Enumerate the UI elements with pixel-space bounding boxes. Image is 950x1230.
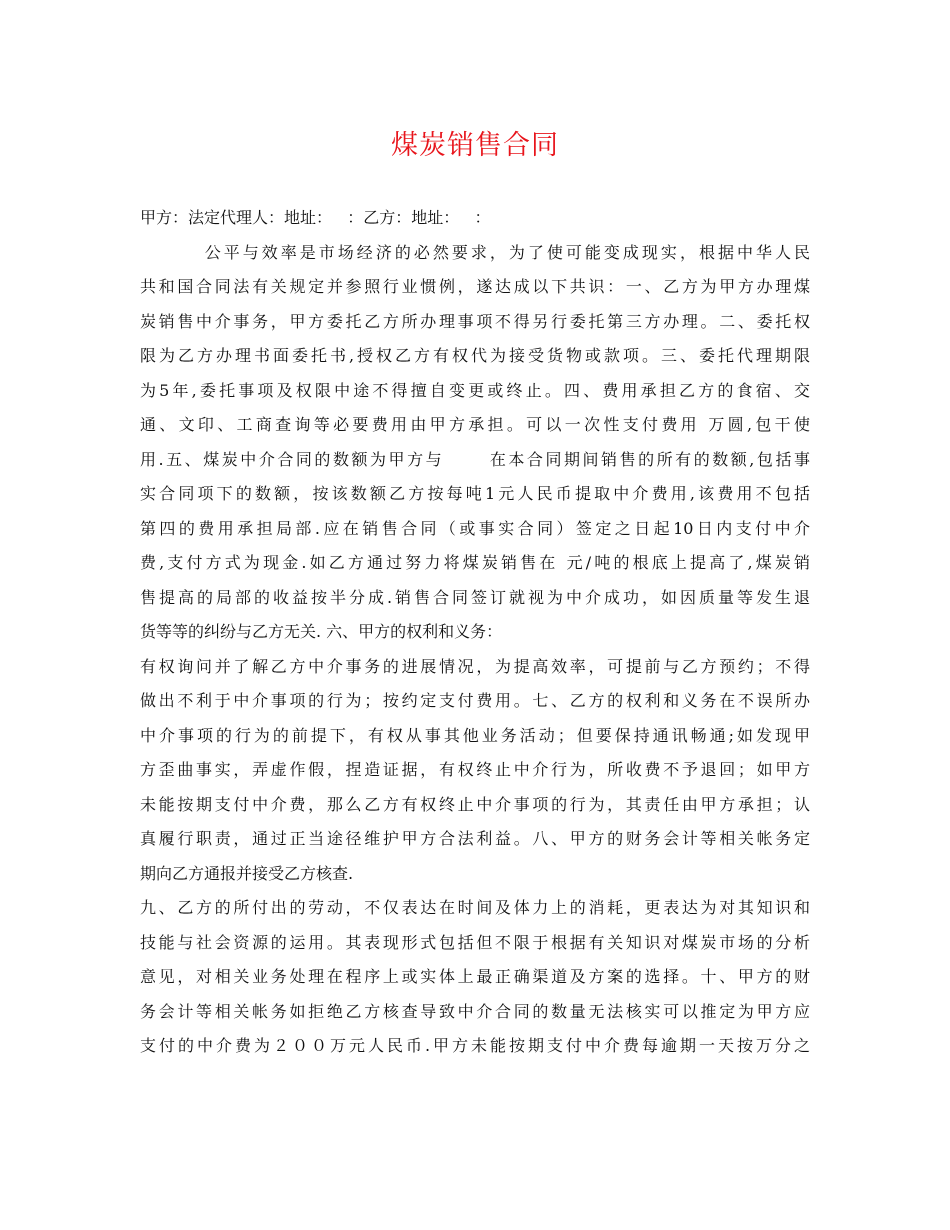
body-line: 公平与效率是市场经济的必然要求，为了使可能变成现实，根据中华人民 <box>140 242 810 262</box>
body-line: 未能按期支付中介费，那么乙方有权终止中介事项的行为，其责任由甲方承担；认 <box>140 794 810 814</box>
body-line: 为5年,委托事项及权限中途不得擅自变更或终止。四、费用承担乙方的食宿、交 <box>140 380 810 400</box>
body-line: 费,支付方式为现金.如乙方通过努力将煤炭销售在 元/吨的根底上提高了,煤炭销 <box>140 553 810 572</box>
body-line: 方歪曲事实，弄虚作假，捏造证据，有权终止中介行为，所收费不予退回；如甲方 <box>140 760 810 779</box>
body-line: 第四的费用承担局部.应在销售合同（或事实合同）签定之日起10日内支付中介 <box>140 518 810 538</box>
body-line: 有权询问并了解乙方中介事务的进展情况，为提高效率，可提前与乙方预约；不得 <box>140 656 810 676</box>
body-line: 务会计等相关帐务如拒绝乙方核查导致中介合同的数量无法核实可以推定为甲方应 <box>140 1001 810 1021</box>
body-line: 用.五、煤炭中介合同的数额为甲方与 在本合同期间销售的所有的数额,包括事 <box>140 449 810 469</box>
body-line: 做出不利于中介事项的行为；按约定支付费用。七、乙方的权利和义务在不误所办 <box>140 691 810 710</box>
body-line: 售提高的局部的收益按半分成.销售合同签订就视为中介成功，如因质量等发生退 <box>140 587 810 607</box>
document-body <box>140 201 810 1064</box>
body-line: 技能与社会资源的运用。其表现形式包括但不限于根据有关知识对煤炭市场的分析 <box>140 932 810 952</box>
document-title: 煤炭销售合同 <box>391 130 559 161</box>
body-line: 通、文印、工商查询等必要费用由甲方承担。可以一次性支付费用 万圆,包干使 <box>140 415 810 434</box>
body-line: 真履行职责，通过正当途径维护甲方合法利益。八、甲方的财务会计等相关帐务定 <box>140 829 810 848</box>
body-line: 炭销售中介事务，甲方委托乙方所办理事项不得另行委托第三方办理。二、委托权 <box>140 311 810 331</box>
body-line: 九、乙方的所付出的劳动，不仅表达在时间及体力上的消耗，更表达为对其知识和 <box>140 898 810 917</box>
body-line: 意见，对相关业务处理在程序上或实体上最正确渠道及方案的选择。十、甲方的财 <box>140 967 810 986</box>
body-line: 中介事项的行为的前提下，有权从事其他业务活动；但要保持通讯畅通;如发现甲 <box>140 725 810 745</box>
body-line: 货等等的纠纷与乙方无关. 六、甲方的权利和义务： <box>140 622 503 641</box>
body-line: 实合同项下的数额，按该数额乙方按每吨1元人民币提取中介费用,该费用不包括 <box>140 484 810 503</box>
body-line: 期向乙方通报并接受乙方核查. <box>140 863 354 883</box>
body-line: 支付的中介费为２００万元人民币.甲方未能按期支付中介费每逾期一天按万分之 <box>140 1036 810 1055</box>
body-line: 共和国合同法有关规定并参照行业惯例，遂达成以下共识：一、乙方为甲方办理煤 <box>140 277 810 296</box>
parties-line: 甲方：法定代理人：地址： ：乙方：地址： ： <box>140 208 491 227</box>
body-line: 限为乙方办理书面委托书,授权乙方有权代为接受货物或款项。三、委托代理期限 <box>140 346 810 365</box>
